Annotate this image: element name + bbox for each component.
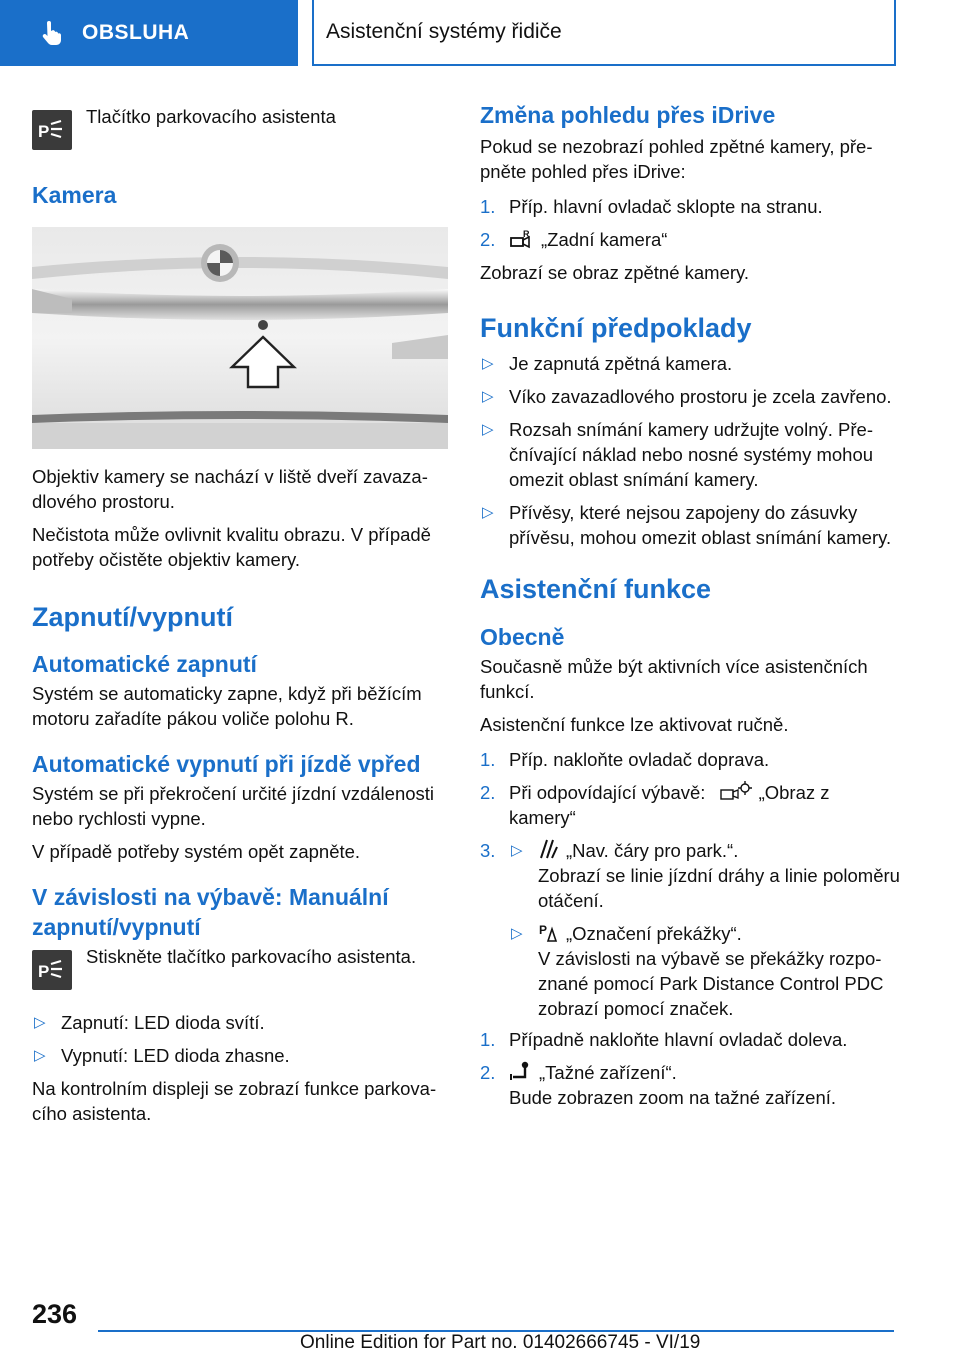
camera-photo bbox=[32, 227, 448, 449]
edition-text: Online Edition for Part no. 01402666745 - VI/19 bbox=[300, 1332, 701, 1353]
manual-list bbox=[32, 1010, 450, 1068]
view-result: Zobrazí se obraz zpětné kamery. bbox=[480, 262, 750, 283]
rear-camera-icon bbox=[509, 229, 535, 249]
general-heading: Obecně bbox=[480, 624, 565, 650]
tow-hitch-icon bbox=[509, 1060, 533, 1082]
list-item: 2. „Tažné zařízení“. Bude zobrazen zoom na tažné zařízení. bbox=[480, 1062, 837, 1108]
list-item: 3. ▷ „Nav. čáry pro park.“. Zobrazí se linie jízdní dráhy a linie poloměru otáčení. ▷ P „Označení překážky“. V závislosti na výbavě se překážky rozpoznané pomocí Park Distance Control PDC zobrazí pomocí značek. bbox=[480, 840, 900, 1019]
parking-lines-icon bbox=[538, 838, 560, 860]
prereq-list bbox=[480, 351, 900, 550]
assist-steps bbox=[480, 747, 900, 1110]
assist-heading: Asistenční funkce bbox=[480, 574, 712, 604]
page-footer bbox=[0, 1295, 960, 1362]
list-item: ▷ Zapnutí: LED dioda svítí. bbox=[34, 1012, 265, 1033]
list-item: ▷ Víko zavazadlového prostoru je zcela zavřeno. bbox=[482, 386, 892, 407]
manual-footer-text: Na kontrolním displeji se zobrazí funkce parkovacího asistenta. bbox=[32, 1078, 437, 1124]
camera-settings-icon bbox=[719, 780, 753, 802]
general-text-1: Současně může být aktivních více asistenčních funkcí. bbox=[480, 656, 868, 702]
parking-assist-button-icon bbox=[32, 110, 72, 150]
list-item: ▷ „Nav. čáry pro park.“. Zobrazí se linie jízdní dráhy a linie poloměru otáčení. bbox=[511, 840, 900, 911]
obstacle-marking-icon bbox=[538, 921, 560, 943]
list-item: ▷ P „Označení překážky“. V závislosti na výbavě se překážky rozpoznané pomocí Park Distance Control PDC zobrazí pomocí značek. bbox=[511, 923, 884, 1019]
list-item: ▷ Přívěsy, které nejsou zapojeny do zásuvky přívěsu, mohou omezit oblast snímání kamery. bbox=[482, 502, 892, 548]
view-steps bbox=[480, 194, 900, 252]
svg-text:R: R bbox=[523, 229, 530, 239]
list-item: 1. Případně nakloňte hlavní ovladač doleva. bbox=[480, 1029, 848, 1050]
triangle-bullet-icon: ▷ bbox=[34, 1047, 46, 1064]
triangle-bullet-icon: ▷ bbox=[511, 842, 523, 859]
list-item: 2. Při odpovídající výbavě: „Obraz z kamery“ bbox=[480, 782, 830, 828]
hand-pointer-icon bbox=[38, 20, 64, 46]
prereq-heading: Funkční předpoklady bbox=[480, 313, 752, 343]
camera-heading: Kamera bbox=[32, 182, 117, 208]
auto-off-heading: Automatické vypnutí při jízdě vpřed bbox=[32, 751, 421, 777]
list-item: 1. Příp. nakloňte ovladač doprava. bbox=[480, 749, 770, 770]
list-item: 1. Příp. hlavní ovladač sklopte na stranu. bbox=[480, 196, 823, 217]
manual-button-text: Stiskněte tlačítko parkovacího asistenta. bbox=[86, 946, 417, 967]
section-tab bbox=[0, 0, 298, 66]
camera-paragraph-2: Nečistota může ovlivnit kvalitu obrazu. V případě potřeby očistěte objektiv kamery. bbox=[32, 524, 431, 570]
triangle-bullet-icon: ▷ bbox=[482, 355, 494, 372]
switch-heading: Zapnutí/vypnutí bbox=[32, 602, 233, 632]
auto-on-text: Systém se automaticky zapne, když při běžícím motoru zařadíte pákou voliče polohu R. bbox=[32, 683, 422, 729]
chapter-tab bbox=[312, 0, 896, 66]
page-number: 236 bbox=[32, 1299, 78, 1329]
left-column bbox=[32, 100, 450, 1126]
triangle-bullet-icon: ▷ bbox=[482, 388, 494, 405]
list-item: ▷ Je zapnutá zpětná kamera. bbox=[482, 353, 733, 374]
view-heading: Změna pohledu přes iDrive bbox=[480, 102, 776, 128]
triangle-bullet-icon: ▷ bbox=[511, 925, 523, 942]
list-item: ▷ Rozsah snímání kamery udržujte volný. Přečnívající náklad nebo nosné systémy mohou omezit oblast snímání kamery. bbox=[482, 419, 874, 490]
triangle-bullet-icon: ▷ bbox=[482, 421, 494, 438]
svg-text:P: P bbox=[38, 122, 50, 141]
right-column bbox=[480, 100, 900, 1110]
auto-on-heading: Automatické zapnutí bbox=[32, 651, 257, 677]
view-text: Pokud se nezobrazí pohled zpětné kamery, přepněte pohled přes iDrive: bbox=[480, 136, 873, 182]
auto-off-text-1: Systém se při překročení určité jízdní vzdálenosti nebo rychlosti vypne. bbox=[32, 783, 435, 829]
svg-text:P: P bbox=[38, 962, 50, 981]
list-item: ▷ Vypnutí: LED dioda zhasne. bbox=[34, 1045, 290, 1066]
auto-off-text-2: V případě potřeby systém opět zapněte. bbox=[32, 841, 361, 862]
parking-assist-button-icon-2 bbox=[32, 950, 72, 990]
manual-button-row bbox=[32, 946, 450, 990]
page-header bbox=[0, 0, 960, 66]
triangle-bullet-icon: ▷ bbox=[34, 1014, 46, 1031]
parking-button-row bbox=[32, 106, 450, 150]
manual-heading: V závislosti na výbavě: Manuální zapnutí/vypnutí bbox=[32, 884, 389, 940]
triangle-bullet-icon: ▷ bbox=[482, 504, 494, 521]
sub-list bbox=[509, 838, 900, 1021]
section-title: OBSLUHA bbox=[82, 21, 190, 44]
camera-paragraph-1: Objektiv kamery se nachází v liště dveří zavazadlového prostoru. bbox=[32, 466, 428, 512]
list-item: 2. R „Zadní kamera“ bbox=[480, 229, 668, 250]
chapter-title: Asistenční systémy řidiče bbox=[326, 20, 562, 43]
general-text-2: Asistenční funkce lze aktivovat ručně. bbox=[480, 714, 789, 735]
parking-button-caption: Tlačítko parkovacího asistenta bbox=[86, 106, 336, 127]
svg-text:P: P bbox=[539, 923, 548, 937]
